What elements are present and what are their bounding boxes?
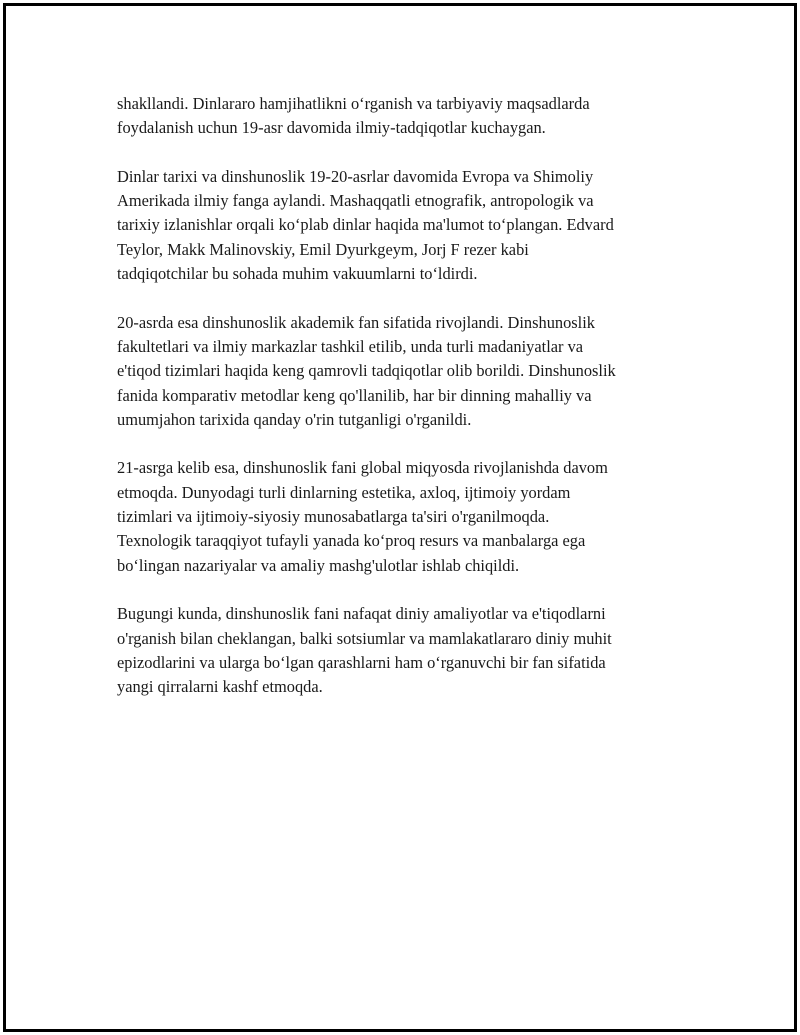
text-line: shakllandi. Dinlararo hamjihatlikni o‘rganish va tarbiyaviy maqsadlarda bbox=[117, 94, 590, 113]
text-line: 21-asrga kelib esa, dinshunoslik fani global miqyosda rivojlanishda davom bbox=[117, 458, 608, 478]
text-line: tarixiy izlanishlar orqali ko‘plab dinlar haqida ma'lumot to‘plangan. Edvard bbox=[117, 215, 614, 235]
text-line: Dinlar tarixi va dinshunoslik 19-20-asrlar davomida Evropa va Shimoliy bbox=[117, 166, 594, 186]
paragraph-3 bbox=[117, 311, 687, 432]
text-line: yangi qirralarni kashf etmoqda. bbox=[117, 677, 323, 697]
paragraph-1 bbox=[117, 92, 687, 141]
text-line: tadqiqotchilar bu sohada muhim vakuumlarni to‘ldirdi. bbox=[117, 264, 478, 284]
text-line: bo‘lingan nazariyalar va amaliy mashg'ulotlar ishlab chiqildi. bbox=[117, 555, 520, 575]
text-line: Texnologik taraqqiyot tufayli yanada ko‘proq resurs va manbalarga ega bbox=[117, 531, 586, 551]
text-line: Amerikada ilmiy fanga aylandi. Mashaqqatli etnografik, antropologik va bbox=[117, 191, 594, 211]
text-line: e'tiqod tizimlari haqida keng qamrovli tadqiqotlar olib borildi. Dinshunoslik bbox=[117, 361, 616, 381]
text-line: o'rganish bilan cheklangan, balki sotsiumlar va mamlakatlararo diniy muhit bbox=[117, 628, 612, 648]
paragraph-5 bbox=[117, 602, 687, 699]
text-line: umumjahon tarixida qanday o'rin tutganligi o'rganildi. bbox=[117, 409, 472, 429]
text-line: fanida komparativ metodlar keng qo'llanilib, har bir dinning mahalliy va bbox=[117, 385, 592, 405]
text-line: foydalanish uchun 19-asr davomida ilmiy-tadqiqotlar kuchaygan. bbox=[117, 118, 546, 138]
text-line: fakultetlari va ilmiy markazlar tashkil etilib, unda turli madaniyatlar va bbox=[117, 336, 584, 356]
text-line: etmoqda. Dunyodagi turli dinlarning estetika, axloq, ijtimoiy yordam bbox=[117, 482, 571, 502]
paragraph-4 bbox=[117, 456, 687, 577]
text-line: tizimlari va ijtimoiy-siyosiy munosabatlarga ta'siri o'rganilmoqda. bbox=[117, 507, 550, 527]
text-line: epizodlarini va ularga bo‘lgan qarashlarni ham o‘rganuvchi bir fan sifatida bbox=[117, 652, 606, 672]
document-body bbox=[117, 92, 687, 724]
text-line: Teylor, Makk Malinovskiy, Emil Dyurkgeym, Jorj F rezer kabi bbox=[117, 239, 529, 259]
text-line: Bugungi kunda, dinshunoslik fani nafaqat diniy amaliyotlar va e'tiqodlarni bbox=[117, 604, 606, 624]
paragraph-2 bbox=[117, 165, 687, 286]
text-line: 20-asrda esa dinshunoslik akademik fan sifatida rivojlandi. Dinshunoslik bbox=[117, 312, 595, 332]
